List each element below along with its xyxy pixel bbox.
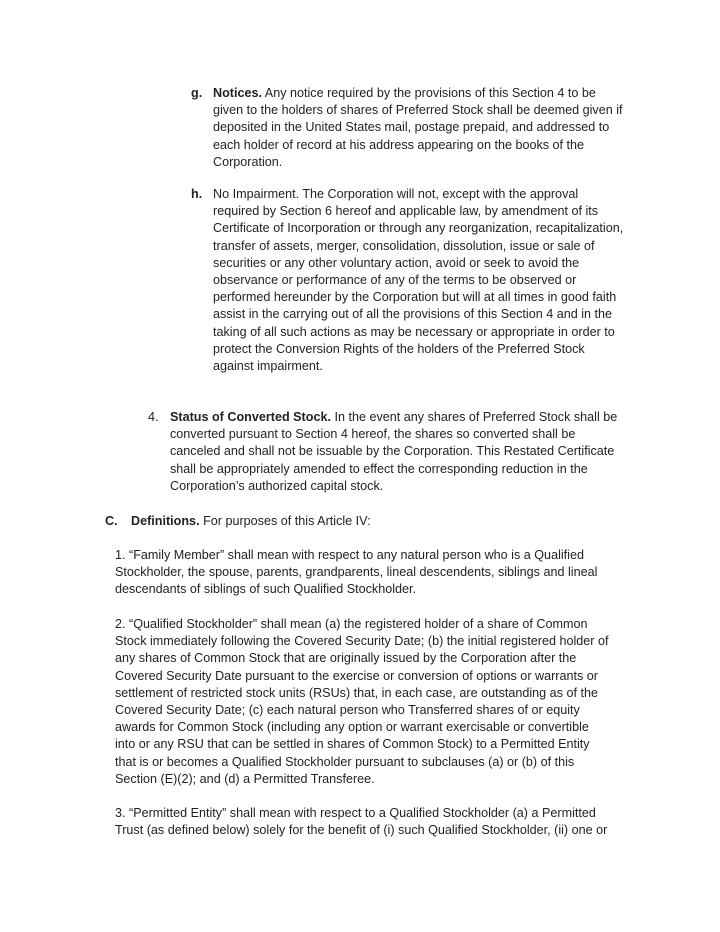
text-line: required by Section 6 hereof and applicable law, by amendment of its: [213, 204, 599, 219]
section-status-converted-stock: [148, 409, 618, 495]
text-line: Trust (as defined below) solely for the benefit of (i) such Qualified Stockholder, (ii) one or: [115, 823, 608, 838]
text-line: Corporation.: [213, 154, 283, 169]
text-run: In the event any shares of Preferred Stock shall be: [330, 410, 618, 424]
text-line: Certificate of Incorporation or through any reorganization, recapitalization,: [213, 221, 624, 236]
text-line: any shares of Common Stock that are originally issued by the Corporation after the: [115, 651, 577, 666]
text-line: settlement of restricted stock units (RSUs) that, in each case, are outstanding as of the: [115, 685, 598, 700]
text-line: awards for Common Stock (including any option or warrant exercisable or convertible: [115, 720, 589, 735]
text-line: [131, 513, 371, 530]
text-line: that is or becomes a Qualified Stockholder pursuant to subclauses (a) or (b) of this: [115, 754, 575, 769]
text-line: [213, 85, 623, 102]
text-line: assist in the carrying out of all the provisions of this Section 4 and in the: [213, 307, 613, 322]
definition-qualified-stockholder: [115, 616, 609, 788]
clause-notices: [191, 85, 623, 171]
definition-family-member: [115, 547, 597, 599]
lead-heading: Definitions.: [131, 514, 200, 528]
section-marker: 4.: [148, 410, 159, 424]
text-line: protect the Conversion Rights of the holders of the Preferred Stock: [213, 341, 585, 356]
text-line: 2. “Qualified Stockholder” shall mean (a) the registered holder of a share of Common: [115, 617, 588, 631]
text-line: each holder of record at his address appearing on the books of the: [213, 137, 585, 152]
text-line: Section (E)(2); and (d) a Permitted Transferee.: [115, 771, 375, 786]
text-run: For purposes of this Article IV:: [199, 514, 371, 528]
clause-no-impairment: [191, 186, 624, 375]
text-line: Covered Security Date pursuant to the exercise or conversion of options or warrants or: [115, 668, 598, 683]
text-line: performed hereunder by the Corporation but will at all times in good faith: [213, 290, 617, 305]
section-definitions: [105, 513, 371, 530]
text-line: securities or any other voluntary action, avoid or seek to avoid the: [213, 255, 580, 270]
clause-marker: g.: [191, 86, 203, 100]
lead-heading: Status of Converted Stock.: [170, 410, 331, 424]
text-line: canceled and shall not be issuable by the Corporation. This Restated Certificate: [170, 444, 615, 459]
text-run: Any notice required by the provisions of this Section 4 to be: [262, 86, 596, 100]
text-line: deposited in the United States mail, postage prepaid, and addressed to: [213, 120, 610, 135]
text-line: 3. “Permitted Entity” shall mean with respect to a Qualified Stockholder (a) a Permitted: [115, 806, 596, 820]
text-line: descendants of siblings of such Qualified Stockholder.: [115, 582, 417, 597]
text-line: transfer of assets, merger, consolidation, dissolution, issue or sale of: [213, 238, 595, 253]
text-line: Stock immediately following the Covered Security Date; (b) the initial registered holder of: [115, 634, 609, 649]
section-marker: C.: [105, 514, 118, 528]
text-line: Stockholder, the spouse, parents, grandparents, lineal descendents, siblings and lineal: [115, 565, 598, 580]
text-line: into or any RSU that can be settled in shares of Common Stock) to a Permitted Entity: [115, 737, 590, 752]
clause-marker: h.: [191, 187, 203, 201]
lead-heading: Notices.: [213, 86, 262, 100]
text-line: converted pursuant to Section 4 hereof, the shares so converted shall be: [170, 427, 576, 442]
definition-permitted-entity: [115, 805, 607, 839]
text-line: observance or performance of any of the terms to be observed or: [213, 273, 577, 288]
text-line: 1. “Family Member” shall mean with respect to any natural person who is a Qualified: [115, 548, 584, 562]
text-line: Corporation’s authorized capital stock.: [170, 478, 384, 493]
text-line: No Impairment. The Corporation will not, except with the approval: [213, 187, 579, 201]
text-line: Covered Security Date; (c) each natural person who Transferred shares of or equity: [115, 703, 580, 718]
text-line: given to the holders of shares of Preferred Stock shall be deemed given if: [213, 103, 623, 118]
text-line: against impairment.: [213, 359, 323, 374]
text-line: shall be appropriately amended to effect the corresponding reduction in the: [170, 461, 588, 476]
text-line: taking of all such actions as may be necessary or appropriate in order to: [213, 324, 615, 339]
text-line: [170, 409, 617, 426]
